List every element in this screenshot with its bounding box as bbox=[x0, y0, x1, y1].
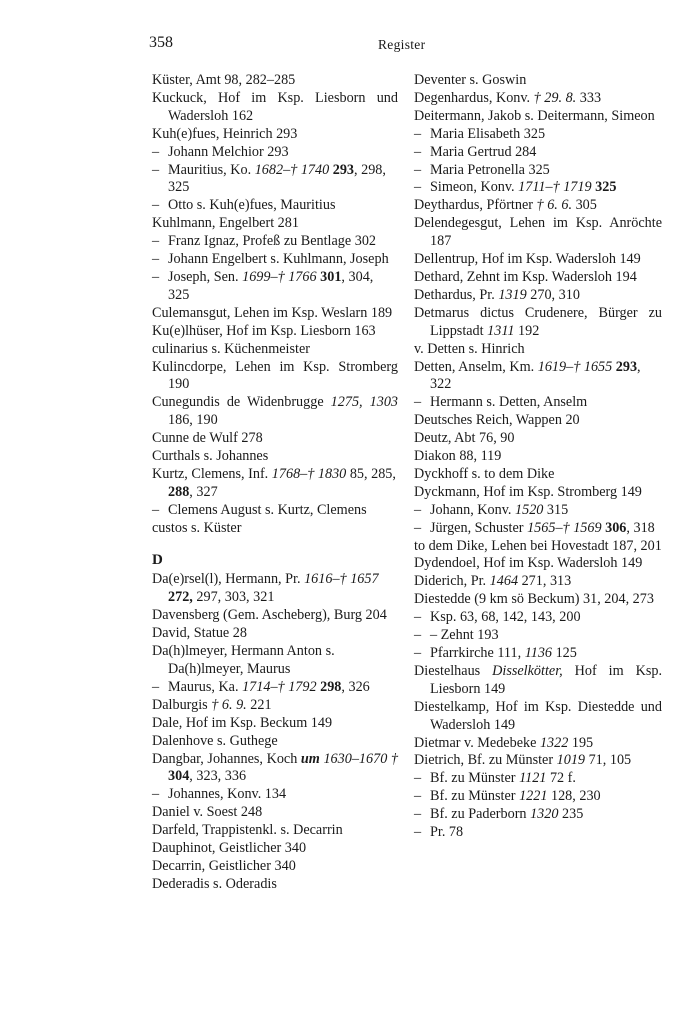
index-entry: Da(h)lmeyer, Hermann Anton s. Da(h)lmeyer, Maurus bbox=[152, 643, 335, 677]
index-entry: custos s. Küster bbox=[152, 519, 242, 536]
index-subentry: – Johann, Konv. 1520 315 bbox=[414, 501, 569, 518]
index-entry: Dietrich, Bf. zu Münster 1019 71, 105 bbox=[414, 752, 632, 769]
index-entry: Dethard, Zehnt im Ksp. Wadersloh 194 bbox=[414, 268, 637, 285]
index-subentry: – Maria Elisabeth 325 bbox=[414, 125, 546, 142]
index-subentry: – Otto s. Kuh(e)fues, Mauritius bbox=[152, 197, 336, 214]
index-entry: Kulincdorpe, Lehen im Ksp. Stromberg 190 bbox=[152, 358, 398, 393]
index-subentry: – Mauritius, Ko. 1682–† 1740 293, 298, 325 bbox=[152, 161, 386, 196]
section-letter-heading: D bbox=[152, 551, 163, 568]
index-entry: Dellentrup, Hof im Ksp. Wadersloh 149 bbox=[414, 251, 641, 268]
index-entry: Deitermann, Jakob s. Deitermann, Simeon bbox=[414, 107, 655, 124]
index-subentry: – Maria Gertrud 284 bbox=[414, 143, 537, 160]
index-column-right bbox=[414, 72, 662, 842]
index-entry: culinarius s. Küchenmeister bbox=[152, 340, 310, 357]
index-entry: v. Detten s. Hinrich bbox=[414, 340, 525, 357]
index-entry: Dale, Hof im Ksp. Beckum 149 bbox=[152, 714, 333, 731]
index-entry: Detmarus dictus Crudenere, Bürger zu Lippstadt 1311 192 bbox=[414, 304, 662, 339]
index-entry: Culemansgut, Lehen im Ksp. Weslarn 189 bbox=[152, 304, 393, 321]
index-subentry: – Pr. 78 bbox=[414, 824, 464, 841]
index-entry: Darfeld, Trappistenkl. s. Decarrin bbox=[152, 822, 343, 839]
index-entry: Dethardus, Pr. 1319 270, 310 bbox=[414, 286, 580, 303]
index-entry: Ku(e)lhüser, Hof im Ksp. Liesborn 163 bbox=[152, 322, 376, 339]
index-entry: Dederadis s. Oderadis bbox=[152, 875, 277, 892]
index-entry: Diderich, Pr. 1464 271, 313 bbox=[414, 573, 572, 590]
index-subentry: – Johann Melchior 293 bbox=[152, 143, 289, 160]
index-subentry: – Bf. zu Paderborn 1320 235 bbox=[414, 806, 584, 823]
index-subentry: – Franz Ignaz, Profeß zu Bentlage 302 bbox=[152, 233, 377, 250]
index-entry: Dauphinot, Geistlicher 340 bbox=[152, 840, 307, 857]
index-entry: Dalburgis † 6. 9. 221 bbox=[152, 696, 272, 713]
index-entry: Delendegesgut, Lehen im Ksp. Anröchte 187 bbox=[414, 215, 662, 250]
index-entry: Deythardus, Pförtner † 6. 6. 305 bbox=[414, 197, 597, 214]
index-subentry: – Johannes, Konv. 134 bbox=[152, 786, 287, 803]
index-entry: Dyckmann, Hof im Ksp. Stromberg 149 bbox=[414, 483, 642, 500]
index-entry: Kuckuck, Hof im Ksp. Liesborn und Wadersloh 162 bbox=[152, 89, 398, 124]
index-subentry: – Clemens August s. Kurtz, Clemens bbox=[152, 501, 367, 518]
index-subentry: – Ksp. 63, 68, 142, 143, 200 bbox=[414, 609, 581, 626]
index-entry: Diestelhaus Disselkötter, Hof im Ksp. Liesborn 149 bbox=[414, 662, 662, 697]
index-subentry: – Bf. zu Münster 1221 128, 230 bbox=[414, 788, 601, 805]
index-entry: Cunegundis de Widenbrugge 1275, 1303 186, 190 bbox=[152, 394, 398, 429]
running-title: Register bbox=[378, 37, 426, 52]
index-subentry: – Maria Petronella 325 bbox=[414, 161, 550, 178]
index-entry: Kurtz, Clemens, Inf. 1768–† 1830 85, 285, 288, 327 bbox=[152, 465, 396, 500]
index-entry: Dalenhove s. Guthege bbox=[152, 732, 278, 749]
index-entry: Diakon 88, 119 bbox=[414, 448, 502, 465]
index-entry: Decarrin, Geistlicher 340 bbox=[152, 857, 296, 874]
index-entry: to dem Dike, Lehen bei Hovestadt 187, 201 bbox=[414, 537, 662, 554]
index-entry: Curthals s. Johannes bbox=[152, 448, 269, 465]
index-subentry: – Maurus, Ka. 1714–† 1792 298, 326 bbox=[152, 678, 370, 695]
index-entry: Dangbar, Johannes, Koch um 1630–1670 † 304, 323, 336 bbox=[152, 750, 398, 785]
index-subentry: – Bf. zu Münster 1121 72 f. bbox=[414, 770, 576, 787]
index-entry: Kuh(e)fues, Heinrich 293 bbox=[152, 125, 298, 142]
index-entry: Deutz, Abt 76, 90 bbox=[414, 430, 515, 447]
index-entry: Kuhlmann, Engelbert 281 bbox=[152, 215, 299, 232]
index-entry: Deutsches Reich, Wappen 20 bbox=[414, 412, 580, 429]
index-subentry: – – Zehnt 193 bbox=[414, 627, 499, 644]
index-subentry: – Johann Engelbert s. Kuhlmann, Joseph bbox=[152, 251, 389, 268]
index-entry: Dietmar v. Medebeke 1322 195 bbox=[414, 734, 594, 751]
index-entry: Diestelkamp, Hof im Ksp. Diestedde und Wadersloh 149 bbox=[414, 698, 662, 733]
index-subentry: – Jürgen, Schuster 1565–† 1569 306, 318 bbox=[414, 519, 655, 536]
index-subentry: – Hermann s. Detten, Anselm bbox=[414, 394, 588, 411]
index-subentry: – Pfarrkirche 111, 1136 125 bbox=[414, 645, 577, 661]
index-entry: Dyckhoff s. to dem Dike bbox=[414, 465, 555, 482]
index-entry: David, Statue 28 bbox=[152, 625, 247, 642]
index-entry: Detten, Anselm, Km. 1619–† 1655 293, 322 bbox=[414, 358, 641, 393]
index-column-left bbox=[152, 72, 398, 894]
page-number: 358 bbox=[149, 34, 173, 51]
index-entry: Davensberg (Gem. Ascheberg), Burg 204 bbox=[152, 607, 387, 624]
index-entry: Dydendoel, Hof im Ksp. Wadersloh 149 bbox=[414, 555, 643, 572]
index-subentry: – Simeon, Konv. 1711–† 1719 325 bbox=[414, 179, 617, 196]
index-entry: Küster, Amt 98, 282–285 bbox=[152, 72, 296, 88]
index-entry: Daniel v. Soest 248 bbox=[152, 804, 263, 821]
index-entry: Degenhardus, Konv. † 29. 8. 333 bbox=[414, 89, 602, 106]
index-entry: Da(e)rsel(l), Hermann, Pr. 1616–† 1657 272, 297, 303, 321 bbox=[152, 571, 379, 606]
index-entry: Diestedde (9 km sö Beckum) 31, 204, 273 bbox=[414, 591, 654, 608]
index-subentry: – Joseph, Sen. 1699–† 1766 301, 304, 325 bbox=[152, 268, 374, 303]
index-entry: Deventer s. Goswin bbox=[414, 72, 527, 88]
index-entry: Cunne de Wulf 278 bbox=[152, 430, 263, 447]
